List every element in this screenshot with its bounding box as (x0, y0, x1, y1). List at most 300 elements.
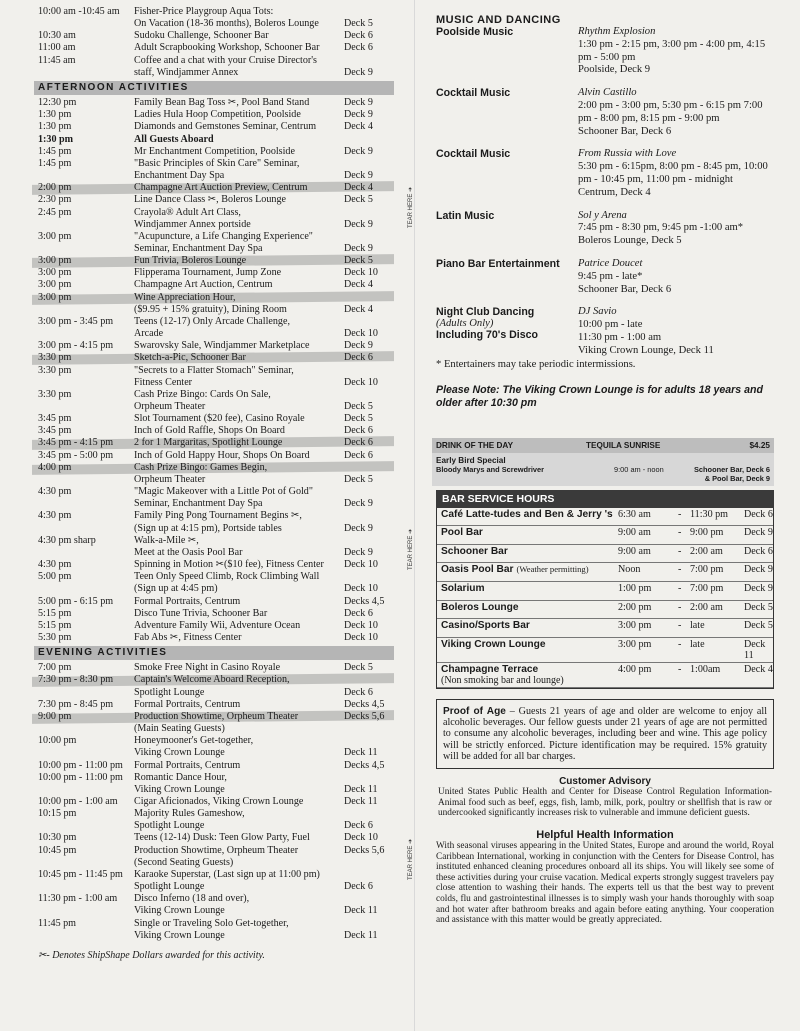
bar-name-cell (437, 509, 618, 520)
activity-row (38, 832, 390, 844)
activity-deck: Deck 9 (344, 97, 373, 109)
activity-event: Formal Portraits, Centrum (134, 595, 241, 607)
activity-deck: Deck 10 (344, 559, 378, 571)
tear-label: TEAR HERE (408, 845, 414, 880)
activity-time: 11:45 pm (38, 917, 77, 929)
activity-row (38, 735, 390, 747)
activity-event: Cash Prize Bingo: Cards On Sale, (134, 388, 271, 400)
activity-time: 10:30 pm (38, 832, 77, 844)
activity-time: 4:30 pm sharp (38, 534, 96, 546)
activity-time: 5:00 pm - 6:15 pm (38, 595, 114, 607)
activity-event: Captain's Welcome Aboard Reception, (134, 674, 290, 686)
bar-name: Viking Crown Lounge (441, 638, 546, 650)
bar-row (437, 545, 773, 564)
activity-event: Karaoke Superstar, (Last sign up at 11:00 pm) (134, 868, 320, 880)
activity-deck: Deck 5 (344, 401, 373, 412)
range-dash: - (678, 527, 682, 539)
activity-event: Meet at the Oasis Pool Bar (134, 546, 243, 558)
performer-name: Rhythm Explosion (578, 26, 656, 37)
activity-deck: Deck 4 (344, 121, 373, 133)
activity-time: 11:30 pm - 1:00 am (38, 893, 118, 905)
drink-name: TEQUILA SUNRISE (586, 440, 661, 450)
activity-event: All Guests Aboard (134, 133, 214, 145)
activity-row (38, 255, 390, 267)
drink-label: DRINK OF THE DAY (436, 440, 514, 450)
activity-deck: Deck 5 (344, 255, 373, 267)
activity-time: 10:00 am -10:45 am (38, 6, 120, 17)
activity-row (38, 808, 390, 820)
activity-time: 2:45 pm (38, 206, 72, 218)
activity-event: "Secrets to a Flatter Stomach" Seminar, (134, 364, 294, 376)
music-entry (436, 148, 774, 199)
activity-event: Wine Appreciation Hour, (134, 291, 236, 303)
activity-deck: Deck 9 (344, 498, 373, 510)
health-info-text: With seasonal viruses appearing in the United States, Europe and around the world, Royal Caribbean International, working in conjunction with the Centers for Disease Control, has instituted enhanced cleaning procedures onboard all its ships. You will likely see some of these activities during your cruise vacation. Medical experts strongly suggest travelers pay close attention to washing their hands. The experts tell us that the best way to prevent colds, flu and gastrointestinal illnesses is to simply wash your hands thoroughly with soap and hot water after bathroom breaks and again before eating anything. Your cooperation and assistance with this matter would be greatly appreciated. (436, 840, 774, 926)
activity-row (38, 510, 390, 522)
bar-name: Champagne Terrace (441, 663, 539, 675)
activity-event: Single or Traveling Solo Get-together, (134, 917, 289, 929)
bar-name-cell (437, 602, 618, 613)
activity-deck: Decks 5,6 (344, 710, 385, 722)
activity-time: 3:30 pm (38, 364, 72, 376)
early-bird-time: 9:00 am - noon (614, 464, 664, 474)
activity-event: Sketch-a-Pic, Schooner Bar (134, 352, 246, 364)
activity-deck: Deck 6 (344, 30, 373, 42)
activity-event: Teens (12-17) Only Arcade Challenge, (134, 315, 290, 327)
music-label (436, 306, 578, 341)
activity-event: Seminar, Enchantment Day Spa (134, 498, 263, 510)
activity-time: 5:15 pm (38, 607, 72, 619)
music-sub: (Adults Only) (436, 318, 494, 330)
activity-time: 10:45 pm (38, 844, 77, 856)
bar-close: 2:00 am (690, 601, 723, 613)
activity-row (38, 158, 390, 170)
tear-label: TEAR HERE (408, 193, 414, 228)
activity-deck: Deck 6 (344, 686, 373, 698)
activity-event: Teens (12-14) Dusk: Teen Glow Party, Fuel (134, 832, 310, 844)
activity-time: 3:45 pm (38, 413, 72, 425)
activity-event: Viking Crown Lounge (134, 747, 225, 759)
activity-row (38, 474, 390, 486)
activity-row (38, 674, 390, 686)
activity-event: "Magic Makeover with a Little Pot of Gold" (134, 486, 313, 498)
activity-event: Viking Crown Lounge (134, 905, 225, 917)
bar-service-table (436, 508, 774, 689)
health-info-title: Helpful Health Information (536, 828, 674, 841)
range-dash: - (678, 663, 682, 675)
activity-row (38, 219, 390, 231)
activity-time: 3:00 pm (38, 230, 72, 242)
activity-row (38, 462, 390, 474)
performer-name: From Russia with Love (578, 148, 677, 160)
bar-close: 7:00 pm (690, 582, 724, 594)
activity-row (38, 596, 390, 608)
bar-open: 3:00 pm (618, 638, 652, 650)
activity-event: Teen Only Speed Climb, Rock Climbing Wall (134, 571, 320, 583)
bar-deck: Deck 11 (744, 638, 766, 661)
activity-event: Honeymooner's Get-together, (134, 735, 254, 747)
activity-row (38, 450, 390, 462)
activity-event: Spotlight Lounge (134, 686, 205, 698)
activity-event: Coffee and a chat with your Cruise Director's (134, 54, 317, 66)
music-category: Poolside Music (436, 26, 514, 38)
activity-row (38, 267, 390, 279)
bar-deck: Deck 6 (744, 545, 773, 557)
bar-name-cell (437, 639, 618, 650)
activity-row (38, 662, 390, 674)
activity-time: 7:30 pm - 8:45 pm (38, 698, 114, 710)
bar-close: 2:00 am (690, 545, 723, 557)
activity-time: 1:45 pm (38, 157, 72, 169)
activity-time: 2:30 pm (38, 194, 72, 206)
activity-event: Line Dance Class ✂, Boleros Lounge (134, 194, 286, 206)
activity-event: (Sign up at 4:45 pm) (134, 583, 218, 595)
performer-name: Sol y Arena (578, 209, 627, 221)
activity-event: (Sign up at 4:15 pm), Portside tables (134, 522, 282, 534)
activity-deck: Deck 6 (344, 352, 373, 364)
bar-deck: Deck 6 (744, 508, 773, 520)
bar-name: Oasis Pool Bar (441, 564, 514, 576)
bar-deck: Deck 9 (744, 564, 773, 576)
tear-here-marker: TEAR HERE ➜ (408, 838, 414, 880)
evening-list (38, 662, 390, 942)
music-category: Piano Bar Entertainment (436, 257, 560, 270)
music-footnote: * Entertainers may take periodic intermissions. (436, 358, 636, 370)
bar-close: 7:00 pm (690, 564, 724, 576)
range-dash: - (678, 620, 682, 632)
activity-deck: Deck 10 (344, 631, 378, 643)
bar-deck: Deck 5 (744, 620, 773, 632)
bar-name-cell (437, 664, 618, 686)
activity-deck: Deck 10 (344, 267, 378, 279)
activity-event: "Basic Principles of Skin Care" Seminar, (134, 157, 300, 169)
activity-row (38, 905, 390, 917)
music-label (436, 148, 578, 160)
activity-time: 4:00 pm (38, 461, 72, 473)
activity-row (38, 170, 390, 182)
bar-open: 3:00 pm (618, 620, 652, 632)
music-label (436, 26, 578, 38)
performance-venue: Poolside, Deck 9 (578, 64, 651, 76)
activity-time: 10:00 pm - 11:00 pm (38, 759, 123, 771)
activity-time: 1:30 pm (38, 133, 74, 145)
activity-event: Orpheum Theater (134, 401, 206, 412)
bar-deck: Deck 9 (744, 527, 773, 539)
music-category: Latin Music (436, 209, 495, 222)
activity-time: 3:00 pm (38, 279, 72, 291)
activity-event: Inch of Gold Raffle, Shops On Board (134, 425, 285, 437)
activity-time: 10:00 pm - 11:00 pm (38, 771, 123, 783)
music-list (436, 26, 774, 358)
music-heading: MUSIC AND DANCING (436, 14, 561, 26)
activity-deck: Deck 5 (344, 18, 373, 30)
bar-deck: Deck 4 (744, 663, 773, 675)
activity-row (38, 328, 390, 340)
activity-row (38, 18, 390, 30)
activity-event: Romantic Dance Hour, (134, 771, 227, 783)
early-bird-loc1: Schooner Bar, Deck 6 (694, 464, 770, 474)
activity-row (38, 243, 390, 255)
bar-open: 4:00 pm (618, 663, 652, 675)
activity-row (38, 571, 390, 583)
shipshape-legend: ✂- Denotes ShipShape Dollars awarded for this activity. (38, 949, 265, 961)
activity-deck: Deck 10 (344, 328, 378, 340)
activity-event: Majority Rules Gameshow, (134, 808, 245, 820)
activity-row (38, 182, 390, 194)
activity-row (38, 523, 390, 535)
activity-time: 10:45 pm - 11:45 pm (38, 868, 123, 880)
activity-time: 3:00 pm - 3:45 pm (38, 315, 114, 327)
activity-deck: Decks 4,5 (344, 595, 385, 607)
bar-close: 1:00am (690, 663, 721, 675)
bar-row (437, 619, 773, 638)
activity-deck: Deck 9 (344, 522, 373, 534)
performance-venue: Schooner Bar, Deck 6 (578, 125, 672, 137)
afternoon-list (38, 97, 390, 644)
activity-time: 3:00 pm (38, 255, 72, 267)
performer-name: Patrice Doucet (578, 257, 643, 269)
activity-event: Ladies Hula Hoop Competition, Poolside (134, 109, 301, 121)
activity-deck: Decks 4,5 (344, 698, 385, 710)
performance-times: 5:30 pm - 6:15pm, 8:00 pm - 8:45 pm, 10:00 pm - 10:45 pm, 11:00 pm - midnight (578, 161, 768, 185)
activity-deck: Deck 10 (344, 832, 378, 844)
bar-service-heading: BAR SERVICE HOURS (436, 490, 774, 508)
activity-row (38, 699, 390, 711)
performance-times: 7:45 pm - 8:30 pm, 9:45 pm -1:00 am* (578, 222, 744, 234)
activity-time: 5:00 pm (38, 571, 72, 583)
activity-row (38, 535, 390, 547)
activity-row (38, 760, 390, 772)
early-bird-title: Early Bird Special (436, 455, 506, 465)
activity-row (38, 486, 390, 498)
bar-name: Solarium (441, 582, 485, 594)
performance-venue: Viking Crown Lounge, Deck 11 (578, 344, 714, 356)
activity-time: 11:45 am (38, 54, 76, 66)
activity-time: 4:30 pm (38, 486, 72, 498)
bar-row (437, 526, 773, 545)
activity-time: 3:00 pm (38, 291, 72, 303)
early-bird-loc2: & Pool Bar, Deck 9 (704, 473, 770, 483)
activity-event: Family Bean Bag Toss ✂, Pool Band Stand (134, 97, 310, 109)
activity-deck: Deck 10 (344, 376, 378, 388)
evening-heading: EVENING ACTIVITIES (34, 646, 394, 660)
activity-time: 4:30 pm (38, 510, 72, 522)
music-entry (436, 258, 774, 296)
activity-time: 7:30 pm - 8:30 pm (38, 674, 114, 686)
activity-row (38, 42, 390, 54)
activity-event: Production Showtime, Orpheum Theater (134, 844, 299, 856)
bar-close: 11:30 pm (690, 508, 729, 520)
activity-time: 5:15 pm (38, 619, 72, 631)
early-bird-desc: Bloody Marys and Screwdriver (436, 464, 545, 474)
activity-time: 1:45 pm (38, 145, 72, 157)
bar-close: 9:00 pm (690, 527, 724, 539)
activity-row (38, 316, 390, 328)
range-dash: - (678, 508, 682, 520)
activity-deck: Deck 11 (344, 783, 378, 795)
activity-row (38, 389, 390, 401)
activity-event: Disco Inferno (18 and over), (134, 893, 250, 905)
activity-event: (Second Seating Guests) (134, 856, 234, 868)
music-label (436, 258, 578, 270)
activity-time: 3:00 pm - 4:15 pm (38, 340, 114, 352)
tear-here-marker: TEAR HERE ➜ (408, 528, 414, 570)
activity-event: Formal Portraits, Centrum (134, 698, 241, 710)
activity-event: Adult Scrapbooking Workshop, Schooner Bar (134, 42, 320, 54)
range-dash: - (678, 564, 682, 576)
activity-row (38, 723, 390, 735)
activity-row (38, 413, 390, 425)
activity-row (38, 608, 390, 620)
activity-event: Fun Trivia, Boleros Lounge (134, 255, 247, 267)
activity-event: Champagne Art Auction, Centrum (134, 279, 273, 291)
activity-event: Cigar Aficionados, Viking Crown Lounge (134, 796, 304, 807)
activity-deck: Deck 4 (344, 182, 373, 194)
activity-deck: Deck 9 (344, 218, 373, 230)
bar-name-cell (437, 564, 618, 575)
activity-event: Fab Abs ✂, Fitness Center (134, 631, 242, 643)
activity-row (38, 930, 390, 942)
activity-deck: Deck 6 (344, 449, 373, 461)
range-dash: - (678, 638, 682, 650)
activity-event: Seminar, Enchantment Day Spa (134, 242, 263, 254)
activity-row (38, 377, 390, 389)
activity-time: 1:30 pm (38, 121, 72, 133)
activity-event: Flipperama Tournament, Jump Zone (134, 267, 282, 279)
activity-time: 10:15 pm (38, 808, 77, 820)
activity-row (38, 747, 390, 759)
activity-deck: Deck 6 (344, 42, 373, 54)
drink-of-day-bar (432, 438, 774, 453)
drink-price: $4.25 (749, 440, 770, 450)
early-bird-special (432, 453, 774, 486)
activity-deck: Deck 6 (344, 607, 373, 619)
bar-open: 6:30 am (618, 508, 651, 520)
activity-event: Formal Portraits, Centrum (134, 759, 241, 771)
activity-row (38, 352, 390, 364)
activity-time: 4:30 pm (38, 559, 72, 571)
activity-row (38, 231, 390, 243)
activity-row (38, 711, 390, 723)
activity-row (38, 55, 390, 67)
performance-venue: Schooner Bar, Deck 6 (578, 283, 672, 295)
bar-deck: Deck 9 (744, 582, 773, 594)
activity-deck: Deck 9 (344, 340, 373, 352)
bar-open: 9:00 am (618, 545, 651, 557)
activity-row (38, 146, 390, 158)
activity-deck: Deck 5 (344, 473, 373, 485)
activity-row (38, 97, 390, 109)
music-entry (436, 306, 774, 357)
range-dash: - (678, 582, 682, 594)
info-column (436, 14, 774, 926)
bar-open: Noon (618, 564, 641, 576)
activity-event: staff, Windjammer Annex (134, 66, 239, 78)
please-note: Please Note: The Viking Crown Lounge is for adults 18 years and older after 10:30 pm (436, 383, 763, 409)
bar-name: Casino/Sports Bar (441, 620, 530, 632)
activity-row (38, 498, 390, 510)
bar-note: (Weather permitting) (516, 564, 589, 575)
activity-event: Family Ping Pong Tournament Begins ✂, (134, 510, 302, 522)
activity-time: 10:30 am (38, 30, 76, 42)
activity-deck: Deck 11 (344, 796, 378, 807)
activity-row (38, 425, 390, 437)
activity-deck: Deck 9 (344, 546, 373, 558)
range-dash: - (678, 545, 682, 557)
activity-event: On Vacation (18-36 months), Boleros Lounge (134, 18, 319, 30)
activity-event: Adventure Family Wii, Adventure Ocean (134, 619, 301, 631)
activity-event: Walk-a-Mile ✂, (134, 534, 199, 546)
activity-deck: Deck 11 (344, 905, 378, 917)
activity-event: Swarovsky Sale, Windjammer Marketplace (134, 340, 310, 352)
activity-deck: Decks 4,5 (344, 759, 385, 771)
activity-event: Orpheum Theater (134, 473, 206, 485)
activity-deck: Deck 5 (344, 413, 373, 425)
music-entry (436, 87, 774, 138)
activity-event: Diamonds and Gemstones Seminar, Centrum (134, 121, 317, 133)
activity-row (38, 687, 390, 699)
activity-row (38, 893, 390, 905)
activity-row (38, 365, 390, 377)
range-dash: - (678, 601, 682, 613)
activity-event: ($9.95 + 15% gratuity), Dining Room (134, 303, 287, 315)
bar-note: (Non smoking bar and lounge) (441, 674, 564, 686)
activity-time: 10:00 pm - 1:00 am (38, 796, 118, 807)
activity-time: 3:45 pm (38, 425, 72, 437)
activity-deck: Deck 9 (344, 109, 373, 121)
customer-advisory-text: United States Public Health and Center for Disease Control Regulation Information- Animal food such as beef, eggs, fish, lamb, milk, pork, poultry or shellfish that is raw or undercooked significantly increases risk to vulnerable and immune deficient guests. (438, 787, 772, 819)
proof-text: – Guests 21 years of age and older are welcome to enjoy all alcoholic beverages. Our fellow guests under 21 years of age are not permitted to consume any alcoholic beverages, including beer and wine. This age policy will be strictly enforced. Picture identification may be required. 15% gratuity will be added for all bar charges. (443, 705, 767, 762)
activity-time: 9:00 pm (38, 710, 72, 722)
activity-row (38, 845, 390, 857)
music-label (436, 87, 578, 99)
activities-column (38, 6, 390, 962)
afternoon-heading: AFTERNOON ACTIVITIES (34, 81, 394, 95)
activity-event: Enchantment Day Spa (134, 170, 225, 182)
activity-deck: Deck 4 (344, 303, 373, 315)
music-category: Night Club Dancing (436, 306, 535, 319)
activity-event: Fitness Center (134, 376, 193, 388)
activity-deck: Deck 9 (344, 170, 373, 182)
activity-event: Mr Enchantment Competition, Poolside (134, 145, 295, 157)
activity-time: 10:00 pm (38, 735, 77, 747)
activity-event: Fisher-Price Playgroup Aqua Tots: (134, 6, 274, 17)
activity-time: 11:00 am (38, 42, 76, 54)
activity-row (38, 109, 390, 121)
activity-event: Spotlight Lounge (134, 820, 205, 832)
bar-deck: Deck 5 (744, 601, 773, 613)
activity-row (38, 304, 390, 316)
activity-time: 7:00 pm (38, 662, 72, 674)
activity-event: Crayola® Adult Art Class, (134, 206, 241, 218)
activity-row (38, 820, 390, 832)
activity-event: Disco Tune Trivia, Schooner Bar (134, 607, 268, 619)
activity-deck: Deck 9 (344, 145, 373, 157)
bar-row (437, 582, 773, 601)
proof-of-age-box (436, 699, 774, 769)
activity-deck: Deck 6 (344, 881, 373, 893)
activity-deck: Deck 10 (344, 619, 378, 631)
activity-deck: Deck 5 (344, 662, 373, 674)
activity-time: 5:30 pm (38, 631, 72, 643)
activity-deck: Decks 5,6 (344, 844, 385, 856)
tear-label: TEAR HERE (408, 535, 414, 570)
activity-row (38, 559, 390, 571)
activity-row (38, 869, 390, 881)
activity-deck: Deck 6 (344, 820, 373, 832)
bar-name: Café Latte-tudes and Ben & Jerry 's (441, 508, 613, 520)
activity-time: 3:30 pm (38, 352, 72, 364)
